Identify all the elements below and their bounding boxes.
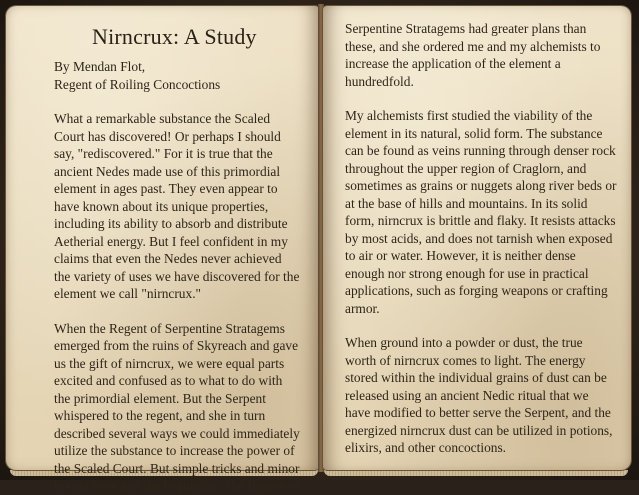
right-page xyxy=(323,6,631,470)
left-paragraph-1: What a remarkable substance the Scaled Court has discovered! Or perhaps I should say, "rediscovered." For it is true that the ancient Nedes made use of this primordial element in ages past. They even appear to have known about its unique properties, including its ability to absorb and distribute Aetherial energy. But I feel confident in my claims that even the Nedes never achieved the variety of uses we have discovered for the element we call "nirncrux." xyxy=(54,111,300,301)
author-role: Regent of Roiling Concoctions xyxy=(54,76,221,92)
left-paragraph-2: When the Regent of Serpentine Stratagems emerged from the ruins of Skyreach and gave us the gift of nirncrux, we were equal parts excited and confused as to what to do with the primordial element. But the Serpent whispered to the regent, and she in turn described several ways we could immediately utilize the substance to increase the power of the Scaled Court. But simple tricks and minor boosts were just the beginning. The Regent of xyxy=(54,320,300,493)
right-paragraph-1: Serpentine Stratagems had greater plans than these, and she ordered me and my alchemists to increase the application of the element a hundredfold. xyxy=(345,21,601,89)
left-page xyxy=(6,6,319,493)
author-line: By Mendan Flot, xyxy=(54,59,146,74)
byline xyxy=(54,58,301,93)
book-title: Nirncrux: A Study xyxy=(92,24,257,49)
right-page-edge xyxy=(324,470,628,476)
right-paragraph-3: When ground into a powder or dust, the true worth of nirncrux comes to light. The energy stored within the individual grains of dust can be released using an ancient Nedic ritual that we have modified to better serve the Serpent, and the energized nirncrux dust can be utilized in potions, elixirs, and other concoctions. xyxy=(345,335,613,455)
right-paragraph-2: My alchemists first studied the viability of the element in its natural, solid form. The substance can be found as veins running through denser rock throughout the upper region of Craglorn, and sometimes as grains or nuggets along river beds or at the base of hills and mountains. In its solid form, nirncrux is brittle and flaky. It resists attacks by most acids, and does not tarnish when exposed to air or water. However, it is neither dense enough nor strong enough for use in practical applications, such as forging weapons or crafting armor. xyxy=(345,108,617,316)
